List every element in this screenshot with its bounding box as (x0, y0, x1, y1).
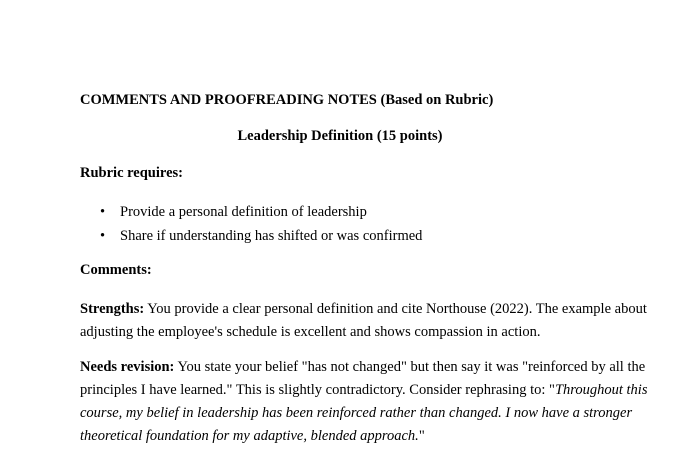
strengths-paragraph (80, 298, 647, 344)
section-title: Leadership Definition (15 points) (237, 128, 443, 144)
bullet-icon: • (100, 204, 106, 220)
rubric-list (100, 201, 422, 249)
document-title: COMMENTS AND PROOFREADING NOTES (Based on Rubric) (80, 92, 494, 108)
strengths-label: Strengths: (80, 301, 145, 317)
suggested-rephrase: course, my belief in leadership has been reinforced rather than changed. I now have a stronger (80, 405, 633, 421)
revision-text: " (418, 428, 425, 444)
revision-text: You state your belief "has not changed" but then say it was "reinforced by all the (174, 359, 646, 375)
paragraph-line (80, 425, 620, 448)
paragraph-line (80, 379, 648, 402)
rubric-item-text: Share if understanding has shifted or was confirmed (120, 228, 423, 244)
rubric-heading: Rubric requires: (80, 165, 183, 181)
list-item (100, 225, 422, 249)
comments-heading: Comments: (80, 262, 152, 278)
revision-paragraph (80, 356, 648, 448)
paragraph-line (80, 298, 647, 321)
list-item (100, 201, 422, 225)
paragraph-line (80, 356, 646, 379)
revision-label: Needs revision: (80, 359, 175, 375)
rubric-item-text: Provide a personal definition of leadership (120, 204, 367, 220)
suggested-rephrase: Throughout this (554, 382, 648, 398)
strengths-text: You provide a clear personal definition and cite Northouse (2022). The example about (144, 301, 647, 317)
suggested-rephrase: theoretical foundation for my adaptive, blended approach. (80, 428, 419, 444)
revision-text: principles I have learned." This is slightly contradictory. Consider rephrasing to: " (80, 382, 555, 398)
bullet-icon: • (100, 228, 106, 244)
strengths-text: adjusting the employee's schedule is excellent and shows compassion in action. (80, 324, 541, 340)
